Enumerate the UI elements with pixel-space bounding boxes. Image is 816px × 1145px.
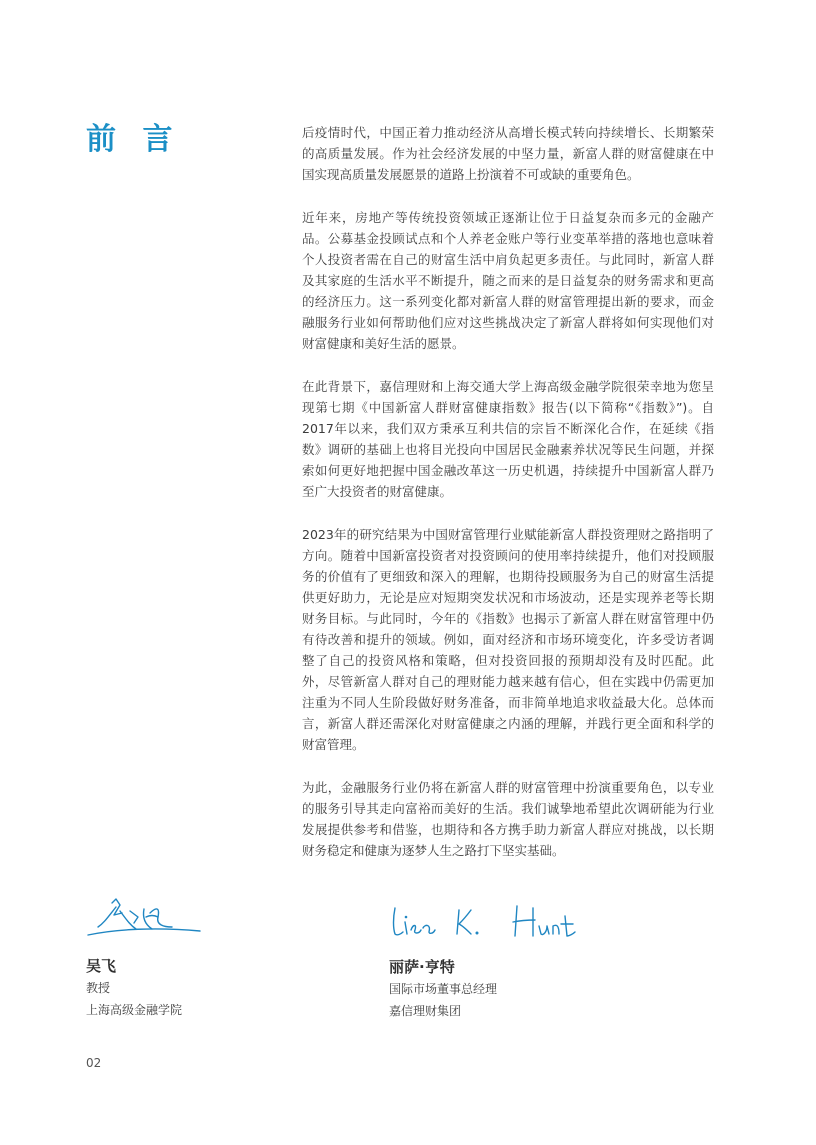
signatory-name: 丽萨·亨特 (389, 958, 455, 976)
signatory-organization: 嘉信理财集团 (389, 1004, 462, 1018)
signatory-title: 国际市场董事总经理 (389, 982, 498, 996)
page-number: 02 (86, 1056, 102, 1070)
signatory-lisa-hunt (389, 900, 589, 1022)
signature-wu-fei-icon (86, 893, 206, 943)
paragraph: 为此，金融服务行业仍将在新富人群的财富管理中扮演重要角色，以专业的服务引导其走向富裕而美好的生活。我们诚挚地希望此次调研能为行业发展提供参考和借鉴，也期待和各方携手助力新富人群应对挑战，以长期财务稳定和健康为逐梦人生之路打下坚实基础。 (302, 780, 714, 858)
paragraph: 近年来，房地产等传统投资领域正逐渐让位于日益复杂而多元的金融产品。公募基金投顾试点和个人养老金账户等行业变革举措的落地也意味着个人投资者需在自己的财富生活中肩负起更多责任。与此同时，新富人群及其家庭的生活水平不断提升，随之而来的是日益复杂的财务需求和更高的经济压力。这一系列变化都对新富人群的财富管理提出新的要求，而金融服务行业如何帮助他们应对这些挑战决定了新富人群将如何实现他们对财富健康和美好生活的愿景。 (302, 210, 714, 351)
signature-lisa-hunt-icon (389, 900, 589, 940)
signatory-wu-fei (86, 893, 206, 1021)
signatory-organization: 上海高级金融学院 (86, 1003, 183, 1017)
signatory-title: 教授 (86, 981, 111, 995)
paragraph: 后疫情时代，中国正着力推动经济从高增长模式转向持续增长、长期繁荣的高质量发展。作为社会经济发展的中坚力量，新富人群的财富健康在中国实现高质量发展愿景的道路上扮演着不可或缺的重要角色。 (302, 125, 714, 182)
paragraph: 2023年的研究结果为中国财富管理行业赋能新富人群投资理财之路指明了方向。随着中国新富投资者对投资顾问的使用率持续提升，他们对投顾服务的价值有了更细致和深入的理解，也期待投顾服务为自己的财富生活提供更好助力，无论是应对短期突发状况和市场波动，还是实现养老等长期财务目标。与此同时，今年的《指数》也揭示了新富人群在财富管理中仍有待改善和提升的领域。例如，面对经济和市场环境变化，许多受访者调整了自己的投资风格和策略，但对投资回报的预期却没有及时匹配。此外，尽管新富人群对自己的理财能力越来越有信心，但在实践中仍需更加注重为不同人生阶段做好财务准备，而非简单地追求收益最大化。总体而言，新富人群还需深化对财富健康之内涵的理解，并践行更全面和科学的财富管理。 (302, 527, 714, 752)
paragraph: 在此背景下，嘉信理财和上海交通大学上海高级金融学院很荣幸地为您呈现第七期《中国新富人群财富健康指数》报告(以下简称“《指数》”)。自2017年以来，我们双方秉承互利共信的宗旨不断深化合作，在延续《指数》调研的基础上也将目光投向中国居民金融素养状况等民生问题，并探索如何更好地把握中国金融改革这一历史机遇，持续提升中国新富人群乃至广大投资者的财富健康。 (302, 379, 714, 499)
body-text (302, 122, 714, 883)
page-title: 前 言 (86, 122, 181, 157)
signatory-name: 吴飞 (86, 957, 117, 975)
